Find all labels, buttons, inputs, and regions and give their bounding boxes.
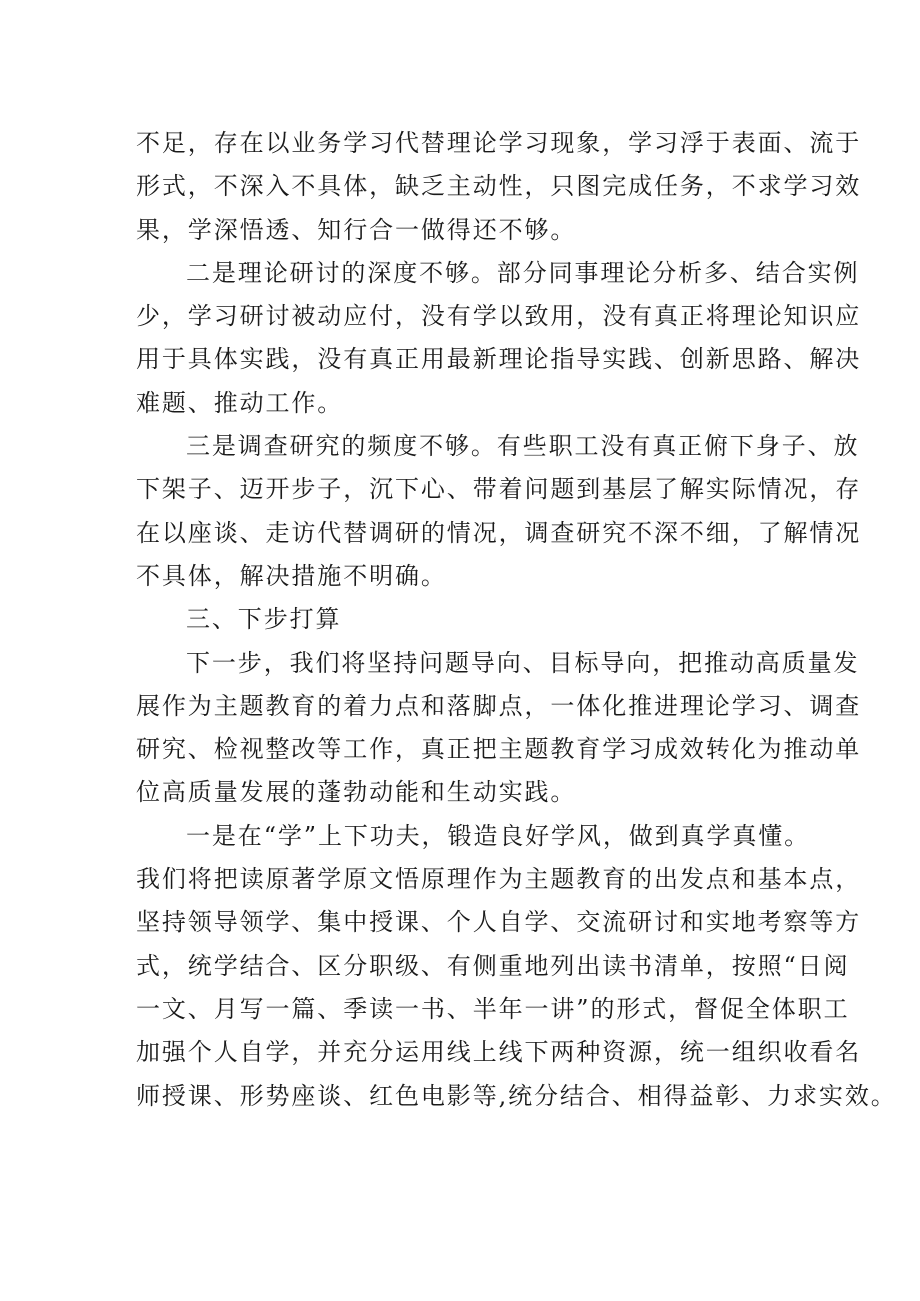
text-line: 加强个人自学，并充分运用线上线下两种资源，统一组织收看名: [136, 1038, 862, 1067]
text-line: 坚持领导领学、集中授课、个人自学、交流研讨和实地考察等方: [136, 908, 862, 937]
text-line: 下架子、迈开步子，沉下心、带着问题到基层了解实际情况，存: [136, 475, 862, 504]
text-line: 一是在“学”上下功夫，锻造良好学风，做到真学真懂。: [186, 821, 811, 850]
document-body: [136, 122, 897, 1118]
text-line: 展作为主题教育的着力点和落脚点，一体化推进理论学习、调查: [136, 691, 862, 720]
text-line: 一文、月写一篇、季读一书、半年一讲”的形式，督促全体职工: [136, 994, 850, 1023]
text-line: 我们将把读原著学原文悟原理作为主题教育的出发点和基本点，: [136, 865, 862, 894]
text-line: 果，学深悟透、知行合一做得还不够。: [136, 215, 577, 244]
text-line: 少，学习研讨被动应付，没有学以致用，没有真正将理论知识应: [136, 302, 862, 331]
text-line: 形式，不深入不具体，缺乏主动性，只图完成任务，不求学习效: [136, 172, 862, 201]
text-line: 下一步，我们将坚持问题导向、目标导向，把推动高质量发: [186, 648, 860, 677]
text-line: 三是调查研究的频度不够。有些职工没有真正俯下身子、放: [186, 432, 860, 461]
text-line: 研究、检视整改等工作，真正把主题教育学习成效转化为推动单: [136, 735, 862, 764]
text-line: 师授课、形势座谈、红色电影等,统分结合、相得益彰、力求实效。: [136, 1081, 897, 1110]
text-line: 三、下步打算: [186, 605, 342, 634]
text-line: 位高质量发展的蓬勃动能和生动实践。: [136, 778, 577, 807]
text-line: 二是理论研讨的深度不够。部分同事理论分析多、结合实例: [186, 258, 860, 287]
text-line: 难题、推动工作。: [136, 388, 344, 417]
text-line: 式，统学结合、区分职级、有侧重地列出读书清单，按照“日阅: [136, 951, 850, 980]
text-line: 在以座谈、走访代替调研的情况，调查研究不深不细，了解情况: [136, 518, 862, 547]
text-line: 不具体，解决措施不明确。: [136, 561, 447, 590]
text-line: 用于具体实践，没有真正用最新理论指导实践、创新思路、解决: [136, 345, 862, 374]
text-line: 不足，存在以业务学习代替理论学习现象，学习浮于表面、流于: [136, 129, 862, 157]
